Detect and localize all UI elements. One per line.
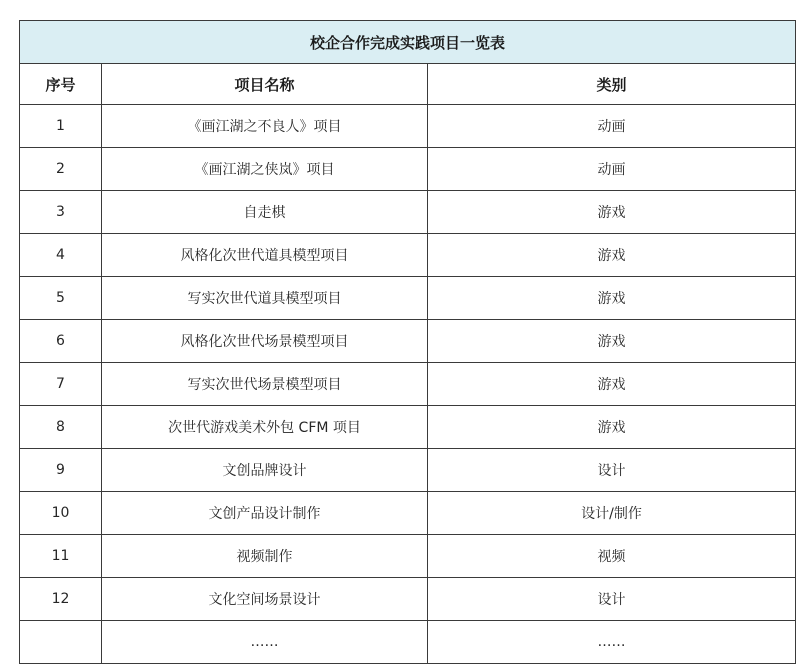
cell-category: 设计 (428, 578, 796, 621)
project-table (19, 20, 796, 664)
project-table-container (19, 20, 795, 664)
cell-index: 4 (20, 234, 102, 277)
cell-project-name: 文创产品设计制作 (102, 492, 428, 535)
header-index: 序号 (20, 64, 102, 105)
header-project-name: 项目名称 (102, 64, 428, 105)
cell-project-name: 写实次世代场景模型项目 (102, 363, 428, 406)
cell-project-name: 风格化次世代场景模型项目 (102, 320, 428, 363)
cell-category: 游戏 (428, 234, 796, 277)
cell-index (20, 621, 102, 664)
cell-index: 10 (20, 492, 102, 535)
cell-project-name: 文创品牌设计 (102, 449, 428, 492)
table-header-row (20, 64, 796, 105)
cell-category: 游戏 (428, 191, 796, 234)
cell-index: 2 (20, 148, 102, 191)
cell-index: 11 (20, 535, 102, 578)
table-row (20, 449, 796, 492)
cell-index: 9 (20, 449, 102, 492)
table-title-row (20, 21, 796, 64)
cell-project-name: 自走棋 (102, 191, 428, 234)
cell-project-name: 视频制作 (102, 535, 428, 578)
header-category: 类别 (428, 64, 796, 105)
cell-category: 游戏 (428, 363, 796, 406)
cell-index: 3 (20, 191, 102, 234)
table-row (20, 578, 796, 621)
table-row (20, 234, 796, 277)
table-row (20, 105, 796, 148)
cell-index: 8 (20, 406, 102, 449)
cell-index: 5 (20, 277, 102, 320)
cell-category: 设计 (428, 449, 796, 492)
cell-index: 12 (20, 578, 102, 621)
table-row (20, 277, 796, 320)
cell-project-name: …… (102, 621, 428, 664)
cell-category: …… (428, 621, 796, 664)
cell-category: 设计/制作 (428, 492, 796, 535)
cell-index: 6 (20, 320, 102, 363)
table-row (20, 320, 796, 363)
cell-category: 游戏 (428, 320, 796, 363)
table-row (20, 406, 796, 449)
cell-project-name: 《画江湖之侠岚》项目 (102, 148, 428, 191)
cell-index: 1 (20, 105, 102, 148)
table-row (20, 363, 796, 406)
table-row (20, 535, 796, 578)
table-row (20, 621, 796, 664)
cell-category: 视频 (428, 535, 796, 578)
table-title: 校企合作完成实践项目一览表 (20, 21, 796, 64)
cell-project-name: 文化空间场景设计 (102, 578, 428, 621)
table-row (20, 191, 796, 234)
cell-category: 动画 (428, 105, 796, 148)
cell-project-name: 《画江湖之不良人》项目 (102, 105, 428, 148)
cell-index: 7 (20, 363, 102, 406)
cell-project-name: 风格化次世代道具模型项目 (102, 234, 428, 277)
table-row (20, 492, 796, 535)
cell-project-name: 写实次世代道具模型项目 (102, 277, 428, 320)
cell-category: 游戏 (428, 406, 796, 449)
cell-category: 游戏 (428, 277, 796, 320)
table-row (20, 148, 796, 191)
cell-category: 动画 (428, 148, 796, 191)
cell-project-name: 次世代游戏美术外包 CFM 项目 (102, 406, 428, 449)
